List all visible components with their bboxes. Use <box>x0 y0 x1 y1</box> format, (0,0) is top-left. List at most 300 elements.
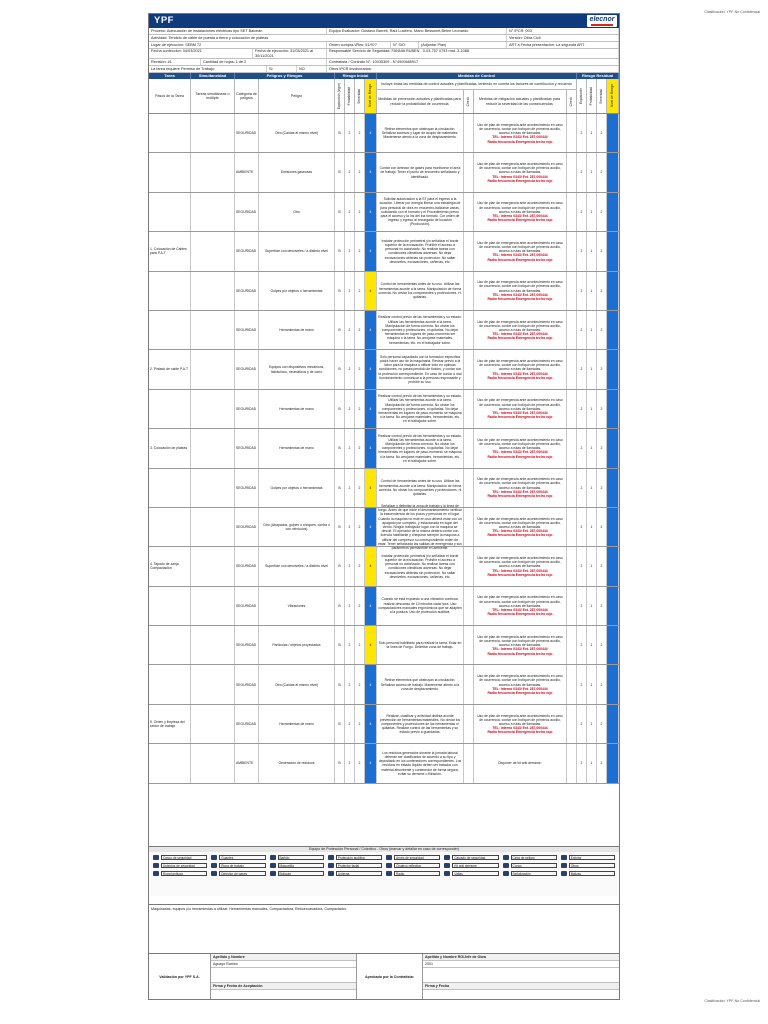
medida-mitigacion-cell <box>474 547 567 585</box>
nivel-riesgo-cell: 4 <box>365 469 377 507</box>
nivel-residual-cell <box>607 272 619 310</box>
severidad-residual-cell: 2 <box>597 350 607 388</box>
nivel-residual-cell <box>607 547 619 585</box>
ipcr-document <box>148 13 620 1000</box>
epp-pictogram-icon <box>444 855 450 860</box>
epp-item-label: Barbijo <box>278 855 324 860</box>
epp-item[interactable] <box>270 870 324 876</box>
epp-item[interactable] <box>503 862 557 868</box>
medida-mitigacion-cell <box>474 469 567 507</box>
nivel-riesgo-cell: 4 <box>365 429 377 467</box>
epp-pictogram-icon <box>328 863 334 868</box>
firma-contratista-label: Firma y Fecha <box>423 983 619 990</box>
severidad-cell: 2 <box>355 193 365 231</box>
probabilidad-residual-cell: 1 <box>587 665 597 703</box>
epp-item-label: Radio <box>394 871 440 876</box>
emergencia-telefono: TEL: Interno 0343/ Ext. 287,000444 <box>492 489 548 494</box>
table-row <box>149 153 619 192</box>
medida-prevencion-cell: Realizar control previo de las herramientas y su estado. Utilizar las herramientas acorde a la tarea. Manipulación de forma correcta. No obviar los componentes y protecciones, ni quitarlas. No dejar herramientas en lugares de paso-momento se máquina o la tarea. No arrojarse materiales, herramientas, etc. en el trabajador sobre. <box>377 390 464 428</box>
epp-pictogram-icon <box>153 855 159 860</box>
categoria-cell: AMBIENTE <box>235 744 259 782</box>
peligro-cell: Otro (Atrapados, golpes o choques, contra o con vehículos) <box>259 508 335 546</box>
simultanea-cell <box>191 587 235 625</box>
nivel-riesgo-cell: 4 <box>365 587 377 625</box>
categoria-cell: SEGURIDAD <box>235 232 259 270</box>
epp-item[interactable] <box>328 862 382 868</box>
exposicion-residual-cell: 2 <box>577 232 587 270</box>
emergencia-radio: Radio frecuencia Emergencia teclro rojo <box>487 690 553 695</box>
categoria-cell: SEGURIDAD <box>235 665 259 703</box>
epp-item[interactable] <box>561 862 615 868</box>
emergencia-radio: Radio frecuencia Emergencia teclro rojo <box>487 257 553 262</box>
epp-pictogram-icon <box>503 855 509 860</box>
emergencia-text: Uso de plan de emergencia ante acontecimiento en caso de ocurrencia, contar con botiquín de primeros auxilio, acceso a rutas de llamadas. <box>477 280 563 293</box>
simultanea-cell <box>191 114 235 152</box>
table-row <box>149 193 619 232</box>
epp-item-label: Anteojos de seguridad <box>161 863 207 868</box>
exposicion-cell: B <box>335 350 345 388</box>
risk-table-body <box>149 114 619 784</box>
epp-item-label: Extintor <box>569 855 615 860</box>
exposicion-cell: B <box>335 114 345 152</box>
probabilidad-cell: 2 <box>345 587 355 625</box>
severidad-residual-cell: 2 <box>597 153 607 191</box>
epp-item-label: Balizas <box>569 871 615 876</box>
nivel-residual-cell <box>607 350 619 388</box>
lugar-ejecucion: Lugar de ejecución: SEBM 72 <box>149 42 327 48</box>
exposicion-residual-cell: 2 <box>577 626 587 664</box>
medida-prevencion-cell: Control de herramientas antes de su uso. Utilizar las herramientas acorde a la tarea. Manipulación de forma correcta. No obviar los componentes y protecciones, ni quitarlas. <box>377 469 464 507</box>
paso-tarea-cell <box>149 469 191 507</box>
simultanea-cell <box>191 547 235 585</box>
aprobado-label: Aprobado por la Contratista: <box>357 954 423 999</box>
check-b-cell <box>567 705 577 743</box>
epp-item[interactable] <box>444 862 498 868</box>
paso-tarea-cell: 1. Colocación de Cables para P.A.T <box>149 232 191 270</box>
severidad-cell: 2 <box>355 744 365 782</box>
epp-pictogram-icon <box>503 863 509 868</box>
epp-item-label: Ropa de trabajo <box>219 863 265 868</box>
exposicion-cell: B <box>335 390 345 428</box>
emergencia-telefono: TEL: Interno 0343/ Ext. 287,000444 <box>492 726 548 731</box>
exposicion-residual-cell: 2 <box>577 350 587 388</box>
epp-item-label: Protección auditiva <box>336 855 382 860</box>
nivel-residual-cell <box>607 153 619 191</box>
table-row <box>149 587 619 626</box>
peligro-cell: Superficie con desniveles / a distinto nivel <box>259 232 335 270</box>
emergencia-radio: Radio frecuencia Emergencia teclro rojo <box>487 375 553 380</box>
exposicion-residual-cell: 2 <box>577 744 587 782</box>
exposicion-residual-cell: 2 <box>577 272 587 310</box>
exposicion-residual-cell: 2 <box>577 587 587 625</box>
probabilidad-residual-cell: 1 <box>587 587 597 625</box>
emergencia-text: Uso de plan de emergencia ante acontecimiento en caso de ocurrencia, contar con botiquín de primeros auxilio, acceso a rutas de llamadas. <box>477 359 563 372</box>
check-a-cell <box>464 547 474 585</box>
probabilidad-cell: 2 <box>345 429 355 467</box>
categoria-cell: SEGURIDAD <box>235 587 259 625</box>
probabilidad-residual-cell: 1 <box>587 705 597 743</box>
table-row <box>149 390 619 429</box>
epp-item[interactable] <box>444 870 498 876</box>
medida-prevencion-cell: Los residuos generados durante la jornada laboral deberán ser clasificados de acuerdo a su tipo y depositado en los contenedores correspondientes. Los residuos en estado líquido deben ser tratados con material absorbente y contenedor de forma segura, evitar su derrame o filtración. <box>377 744 464 782</box>
ypf-logo: YPF <box>154 15 174 26</box>
check-a-cell <box>464 272 474 310</box>
medida-prevencion-cell: Instalar protección perimetral y/o señalizar el borde superior de la excavación. Prohibir el acceso a personal no autorizado. No realizar tareas con condiciones climáticas adversas. No dejar excavaciones abiertas sin protección. No saltar desniveles, excavaciones, cañerías, etc. <box>377 547 464 585</box>
probabilidad-residual-cell: 1 <box>587 350 597 388</box>
adjuntar-plan: (Adjuntar Plan) <box>419 42 507 48</box>
epp-item-label: Botiquín <box>278 871 324 876</box>
paso-tarea-cell: 4. Tapado de zanja Compactación <box>149 547 191 585</box>
check-a-cell <box>464 626 474 664</box>
medida-mitigacion-cell <box>474 193 567 231</box>
epp-item[interactable] <box>211 862 265 868</box>
emergencia-telefono: TEL: Interno 0343/ Ext. 287,000444 <box>492 686 548 691</box>
check-b-cell <box>567 232 577 270</box>
nivel-riesgo-cell: 4 <box>365 193 377 231</box>
epp-title: Equipo de Protección Personal / Colectivo - Otros (marcar y detallar en caso de corresponder) <box>149 847 619 852</box>
severidad-cell: 2 <box>355 153 365 191</box>
medida-prevencion-cell: Retirar elementos que obstruyan la circulación. Señalizar accesos y lugar de acopio de materiales. Mantenerse atento a la zona de desplazamiento. <box>377 114 464 152</box>
categoria-cell: SEGURIDAD <box>235 311 259 349</box>
probabilidad-cell: 2 <box>345 114 355 152</box>
emergencia-radio: Radio frecuencia Emergencia teclro rojo <box>487 730 553 735</box>
paso-tarea-cell <box>149 153 191 191</box>
severidad-cell: 2 <box>355 311 365 349</box>
simultanea-cell <box>191 665 235 703</box>
nivel-residual-cell <box>607 744 619 782</box>
epp-item[interactable] <box>444 854 498 860</box>
medida-prevencion-cell: Señalizar y delimitar la zona de trabajo y la línea de fuego. Antes de que inicie el desmantelamiento verificar la trascendencia de los pozos y personas en el lugar. Cuando la maquina no esté en uso deberá estar con un apagado por completo, y estacionada en lugar del viento. Ningún trabajador lugar con la maquina se desvié. El operador de la misma deberá contar con licencia habilitante y chequear siempre la maquina a utilizar del compresor su correspondiente orden de estar. Tener señalizada las salidas de emergencia y sus parámetros permanente en ambiente. <box>377 508 464 546</box>
simultanea-cell <box>191 193 235 231</box>
check-b-cell <box>567 114 577 152</box>
severidad-cell: 2 <box>355 350 365 388</box>
nivel-residual-cell <box>607 390 619 428</box>
permiso-trabajo: La tarea requiere Permiso de Trabajo: <box>149 66 267 72</box>
check-b-cell <box>567 272 577 310</box>
probabilidad-cell: 2 <box>345 547 355 585</box>
emergencia-text: Uso de plan de emergencia ante acontecimiento en caso de ocurrencia, contar con botiquín de primeros auxilio, acceso a rutas de llamadas. <box>477 595 563 608</box>
apellido-ypf-value[interactable]: Aguayo Ramiro <box>211 961 356 968</box>
epp-item[interactable] <box>211 870 265 876</box>
severidad-cell: 2 <box>355 626 365 664</box>
simultanea-cell <box>191 469 235 507</box>
emergencia-text: Uso de plan de emergencia ante acontecimiento en caso de ocurrencia, contar con botiquín de primeros auxilio, acceso a rutas de llamadas. <box>477 319 563 333</box>
check-b-cell <box>567 153 577 191</box>
nivel-residual-cell <box>607 193 619 231</box>
medida-mitigacion-cell <box>474 272 567 310</box>
check-a-cell <box>464 587 474 625</box>
peligro-cell: Herramientas de mano <box>259 429 335 467</box>
probabilidad-cell: 2 <box>345 665 355 703</box>
severidad-cell: 2 <box>355 232 365 270</box>
epp-pictogram-icon <box>503 871 509 876</box>
peligro-cell: Equipos con dispositivos mecánicos, hidráulicos, neumáticos y de carro <box>259 350 335 388</box>
table-group-header: Tarea Simultaneidad Peligros y Riesgos Riesgo Inicial Medidas de Control Riesgo Residual <box>149 73 619 79</box>
probabilidad-cell: 2 <box>345 350 355 388</box>
exposicion-residual-cell: 2 <box>577 153 587 191</box>
emergencia-telefono: TEL: Interno 0343/ Ext. 287,000444 <box>492 607 548 612</box>
categoria-cell: SEGURIDAD <box>235 193 259 231</box>
categoria-cell: SEGURIDAD <box>235 114 259 152</box>
paso-tarea-cell <box>149 193 191 231</box>
severidad-cell: 2 <box>355 390 365 428</box>
epp-item[interactable] <box>386 862 440 868</box>
severidad-residual-cell: 2 <box>597 232 607 270</box>
medida-prevencion-cell: Solicitar autorización a la ST para el ingreso a la locación. Liberar por energía liberar una estrategia de para personal de obra en encuentro-balizarse varias, solicitando con el formato y el Procedimiento previo para el acceso y la Ins del ina formato. Cor orden de ingreso y egreso al encargado de locación (Producción). <box>377 193 464 231</box>
emergencia-text: Uso de plan de emergencia ante acontecimiento en caso de ocurrencia, contar con botiquín de primeros auxilio, acceso a rutas de llamadas. <box>477 122 563 136</box>
simultanea-cell <box>191 429 235 467</box>
epp-item[interactable] <box>561 854 615 860</box>
epp-pictogram-icon <box>444 871 450 876</box>
severidad-cell: 2 <box>355 114 365 152</box>
medida-mitigacion-cell <box>474 350 567 388</box>
paso-tarea-cell <box>149 114 191 152</box>
peligro-cell: Herramientas de mano <box>259 311 335 349</box>
check-b-cell <box>567 665 577 703</box>
exposicion-cell: B <box>335 665 345 703</box>
nivel-riesgo-cell: 4 <box>365 665 377 703</box>
severidad-residual-cell: 2 <box>597 114 607 152</box>
categoria-cell: SEGURIDAD <box>235 469 259 507</box>
exposicion-cell: B <box>335 272 345 310</box>
peligro-cell: Herramientas de mano <box>259 390 335 428</box>
medida-prevencion-cell: Retirar elementos que obstruyan la circulación. Señalizar acceso de trabajo. Mantenerse atento a la zona de desplazamiento. <box>377 665 464 703</box>
table-row <box>149 626 619 665</box>
emergencia-text: Uso de plan de emergencia ante acontecimiento en caso de ocurrencia, contar con botiquín de primeros auxilio, acceso a rutas de llamadas. <box>477 713 563 726</box>
probabilidad-cell: 2 <box>345 193 355 231</box>
check-b-cell <box>567 429 577 467</box>
probabilidad-residual-cell: 1 <box>587 508 597 546</box>
severidad-cell: 2 <box>355 272 365 310</box>
emergencia-text: Uso de plan de emergencia ante acontecimiento en caso de ocurrencia, contar con botiquín de primeros auxilio, acceso a rutas de llamadas. <box>477 162 563 175</box>
table-row <box>149 744 619 783</box>
paso-tarea-cell <box>149 311 191 349</box>
art-presentacion: ART a Fecha presentación: La segunda ART <box>507 42 619 48</box>
version: Versión: Obra Civil <box>507 35 619 41</box>
paso-tarea-cell <box>149 272 191 310</box>
probabilidad-cell: 2 <box>345 744 355 782</box>
simultanea-cell <box>191 272 235 310</box>
epp-item-label: Linterna <box>336 871 382 876</box>
peligro-cell: Golpes por objetos o herramientas <box>259 469 335 507</box>
medida-mitigacion-cell <box>474 429 567 467</box>
epp-item[interactable] <box>561 870 615 876</box>
epp-item[interactable] <box>270 854 324 860</box>
nivel-riesgo-cell: 4 <box>365 508 377 546</box>
nivel-residual-cell <box>607 232 619 270</box>
check-a-cell <box>464 114 474 152</box>
medida-mitigacion-cell <box>474 587 567 625</box>
emergencia-telefono: TEL: Interno 0343/ Ext. 287,000444 <box>492 647 548 652</box>
exposicion-cell: B <box>335 469 345 507</box>
check-b-cell <box>567 744 577 782</box>
check-a-cell <box>464 705 474 743</box>
probabilidad-cell: 2 <box>345 469 355 507</box>
epp-pictogram-icon <box>386 855 392 860</box>
check-b-cell <box>567 587 577 625</box>
emergencia-radio: Radio frecuencia Emergencia teclro rojo <box>487 218 553 223</box>
check-a-cell <box>464 390 474 428</box>
epp-item[interactable] <box>270 862 324 868</box>
paso-tarea-cell <box>149 587 191 625</box>
epp-item[interactable] <box>211 854 265 860</box>
document-info <box>149 28 619 73</box>
probabilidad-residual-cell: 1 <box>587 193 597 231</box>
medida-mitigacion-cell <box>474 311 567 349</box>
check-a-cell <box>464 469 474 507</box>
emergencia-text: Uso de plan de emergencia ante acontecimiento en caso de ocurrencia, contar con botiquín de primeros auxilio, acceso a rutas de llamadas. <box>477 201 563 214</box>
epp-item[interactable] <box>153 854 207 860</box>
nivel-riesgo-cell: 4 <box>365 232 377 270</box>
peligro-cell: Partículas / objetos proyectados <box>259 626 335 664</box>
check-b-cell <box>567 547 577 585</box>
table-row <box>149 232 619 271</box>
paso-tarea-cell <box>149 665 191 703</box>
epp-pictogram-icon <box>561 863 567 868</box>
emergencia-telefono: TEL: Interno 0343/ Ext. 287,000444 <box>492 371 548 376</box>
epp-item-label: Otros <box>569 863 615 868</box>
severidad-cell: 2 <box>355 587 365 625</box>
medida-prevencion-cell: Instalar protección perimetral y/o señalizar el borde superior de la excavación. Prohibir el acceso a personal no autorizado. No realizar tareas con condiciones climáticas adversas. No dejar excavaciones abiertas sin protección. No saltar desniveles, excavaciones, cañerías, etc. <box>377 232 464 270</box>
nivel-riesgo-cell: 4 <box>365 705 377 743</box>
medida-mitigacion-cell <box>474 665 567 703</box>
apellido-contratista-value[interactable]: 2001 <box>423 961 619 968</box>
epp-pictogram-icon <box>328 871 334 876</box>
nivel-residual-cell <box>607 469 619 507</box>
epp-item-label: Mascarilla <box>278 863 324 868</box>
mitigacion-text: Disponer de kit anti derrame. <box>498 761 542 766</box>
nivel-residual-cell <box>607 705 619 743</box>
medida-prevencion-cell: Cuando se está expuesto a una vibración continua, realizar descanso de 10 minutos cada hora. Uso compactadores manuales ergonómicos que se adapten a la postura. Uso de protección auditiva. <box>377 587 464 625</box>
equipo-evaluador: Equipo Evaluador: Gustavo Barreti, Raúl Lucifero, Mario Bessonet,Belen Leonardo <box>327 28 507 34</box>
paso-tarea-cell <box>149 508 191 546</box>
firma-ypf-label: Firma y Fecha de Aceptación <box>211 983 356 990</box>
epp-item-label: Detector de gases <box>219 871 265 876</box>
nivel-residual-cell <box>607 114 619 152</box>
check-a-cell <box>464 429 474 467</box>
emergencia-text: Uso de plan de emergencia ante acontecimiento en caso de ocurrencia, contar con botiquín de primeros auxilio, acceso a rutas de llamadas. <box>477 477 563 490</box>
epp-item[interactable] <box>328 854 382 860</box>
categoria-cell: SEGURIDAD <box>235 350 259 388</box>
epp-pictogram-icon <box>270 871 276 876</box>
probabilidad-residual-cell: 1 <box>587 626 597 664</box>
emergencia-telefono: TEL: Interno 0343/ Ext. 287,000444 <box>492 214 548 219</box>
emergencia-telefono: TEL: Interno 0343/ Ext. 287,000444 <box>492 253 548 258</box>
paso-tarea-cell: 5. Orden y limpieza del sector de trabajo <box>149 705 191 743</box>
severidad-cell: 2 <box>355 547 365 585</box>
document-header <box>149 14 619 28</box>
peligro-cell: Vibraciones <box>259 587 335 625</box>
paso-tarea-cell <box>149 744 191 782</box>
emergencia-text: Uso de plan de emergencia ante acontecimiento en caso de ocurrencia, contar con botiquín de primeros auxilio, acceso a rutas de llamadas. <box>477 240 563 254</box>
exposicion-residual-cell: 2 <box>577 665 587 703</box>
permiso-si: SI <box>267 66 297 72</box>
emergencia-text: Uso de plan de emergencia ante acontecimiento en caso de ocurrencia, contar con botiquín de primeros auxilio, acceso a rutas de llamadas. <box>477 516 563 529</box>
severidad-residual-cell: 2 <box>597 429 607 467</box>
epp-item-label: Conos <box>511 863 557 868</box>
epp-item-label: Arnés de seguridad <box>394 855 440 860</box>
ipcr-number: N° IPCR: 003 <box>507 28 619 34</box>
medida-prevencion-cell: Contar con detector de gases para monitorear el área de trabajo. Tener el punto de encuentro señalizado y identificado. <box>377 153 464 191</box>
exposicion-residual-cell: 2 <box>577 311 587 349</box>
peligro-cell: Emisiones gaseosas <box>259 153 335 191</box>
epp-item-label: Ropa ignífuga <box>161 871 207 876</box>
categoria-cell: SEGURIDAD <box>235 508 259 546</box>
nivel-riesgo-cell: 4 <box>365 390 377 428</box>
simultanea-cell <box>191 350 235 388</box>
categoria-cell: SEGURIDAD <box>235 547 259 585</box>
medida-mitigacion-cell <box>474 626 567 664</box>
simultanea-cell <box>191 508 235 546</box>
emergencia-radio: Radio frecuencia Emergencia teclro rojo <box>487 297 553 302</box>
simultanea-cell <box>191 153 235 191</box>
maquinarias-text: Maquinarias, equipos y/o herramientas a utilizar: Herramientas manuales, Compactadora, Retroexcavadora, Compactador. <box>151 907 347 911</box>
probabilidad-residual-cell: 1 <box>587 469 597 507</box>
emergencia-telefono: TEL: Interno 0343/ Ext. 287,000444 <box>492 174 548 179</box>
check-b-cell <box>567 350 577 388</box>
epp-item[interactable] <box>153 862 207 868</box>
probabilidad-residual-cell: 1 <box>587 114 597 152</box>
peligro-cell: Superficie con desniveles / a distinto nivel <box>259 547 335 585</box>
probabilidad-residual-cell: 1 <box>587 390 597 428</box>
nivel-riesgo-cell: 4 <box>365 744 377 782</box>
epp-item[interactable] <box>503 854 557 860</box>
epp-item[interactable] <box>328 870 382 876</box>
epp-item[interactable] <box>153 870 207 876</box>
epp-item[interactable] <box>386 870 440 876</box>
actividad: Actividad: Tendido de cable de puesta a tierra y colocación de plateas <box>149 35 507 41</box>
epp-item-label: Protector facial <box>336 863 382 868</box>
severidad-residual-cell: 2 <box>597 587 607 625</box>
epp-item-label: Vallas <box>452 871 498 876</box>
emergencia-radio: Radio frecuencia Emergencia teclro rojo <box>487 336 553 341</box>
medida-prevencion-cell: Realizar control previo de las herramientas y su estado. Utilizar las herramientas acorde a la tarea. Manipulación de forma correcta. No obviar los componentes y protecciones, ni quitarlas. No dejar herramientas en lugares de paso-momento se máquina o la tarea. No arrojarse materiales, herramientas, etc. en el trabajador sobre. <box>377 429 464 467</box>
categoria-cell: SEGURIDAD <box>235 272 259 310</box>
table-row <box>149 547 619 586</box>
epp-pictogram-icon <box>270 863 276 868</box>
exposicion-cell: B <box>335 153 345 191</box>
table-row <box>149 272 619 311</box>
nivel-residual-cell <box>607 665 619 703</box>
check-b-cell <box>567 390 577 428</box>
categoria-cell: AMBIENTE <box>235 153 259 191</box>
table-row <box>149 114 619 153</box>
categoria-cell: SEGURIDAD <box>235 429 259 467</box>
proceso: Proceso: Adecuación de instalaciones eléctricas tipo SET Baiceán <box>149 28 327 34</box>
emergencia-telefono: TEL: Interno 0343/ Ext. 287,000444 <box>492 411 548 416</box>
medida-prevencion-cell: Control de herramientas antes de su uso. Utilizar las herramientas acorde a la tarea. Manipulación de forma correcta. No obviar los componentes y protecciones. H. quitarlas. <box>377 272 464 310</box>
nivel-riesgo-cell: 4 <box>365 311 377 349</box>
medida-mitigacion-cell <box>474 705 567 743</box>
epp-item[interactable] <box>503 870 557 876</box>
severidad-cell: 2 <box>355 508 365 546</box>
nivel-riesgo-cell: 4 <box>365 626 377 664</box>
categoria-cell: SEGURIDAD <box>235 705 259 743</box>
epp-item[interactable] <box>386 854 440 860</box>
emergencia-radio: Radio frecuencia Emergencia teclro rojo <box>487 651 553 656</box>
emergencia-telefono: TEL: Interno 0343/ Ext. 287,000444 <box>492 568 548 573</box>
check-b-cell <box>567 626 577 664</box>
emergencia-text: Uso de plan de emergencia ante acontecimiento en caso de ocurrencia, contar con botiquín de primeros auxilio, acceso a rutas de llamadas. <box>477 674 563 687</box>
check-a-cell <box>464 232 474 270</box>
probabilidad-cell: 2 <box>345 311 355 349</box>
nivel-riesgo-cell: 4 <box>365 547 377 585</box>
medida-mitigacion-cell <box>474 390 567 428</box>
fecha-confeccion: Fecha confección: 04/03/2021 <box>149 49 253 58</box>
exposicion-residual-cell: 2 <box>577 429 587 467</box>
epp-pictogram-icon <box>153 863 159 868</box>
emergencia-telefono: TEL: Interno 0343/ Ext. 287,000444 <box>492 292 548 297</box>
